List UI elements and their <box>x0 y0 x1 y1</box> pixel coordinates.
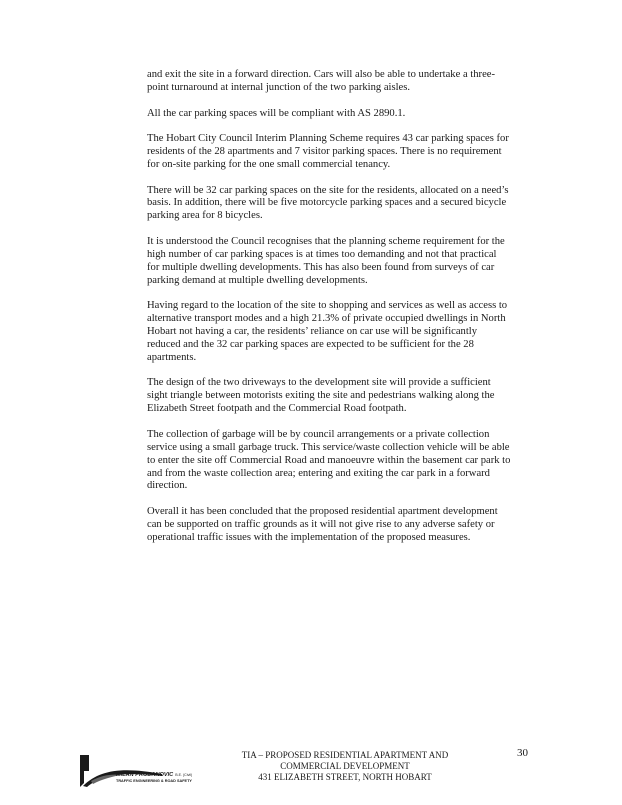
body-text <box>147 69 511 557</box>
paragraph-parking-provision: There will be 32 car parking spaces on the site for the residents, allocated on a need’s basis. In addition, there will be five motorcycle parking spaces and a secured bicycle parking area for 8 bicycles. <box>147 184 509 222</box>
footer-title-line1: TIA – PROPOSED RESIDENTIAL APARTMENT AND <box>241 750 449 760</box>
paragraph-council-recognition: It is understood the Council recognises that the planning scheme requirement for the high number of car parking spaces is at times too demanding and not that practical for multiple dwelling developments. This has also been found from surveys of car parking demand at multiple dwelling developments. <box>147 235 505 286</box>
paragraph-conclusion: Overall it has been concluded that the proposed residential apartment development can be supported on traffic grounds as it will not give rise to any adverse safety or operational traffic issues with the implementation of the proposed measures. <box>147 506 498 543</box>
footer-title <box>200 750 490 783</box>
paragraph-as2890-compliance: All the car parking spaces will be compliant with AS 2890.1. <box>147 107 406 119</box>
paragraph-planning-scheme-requirement: The Hobart City Council Interim Planning Scheme requires 43 car parking spaces for residents of the 28 apartments and 7 visitor parking spaces. There is no requirement for on-site parking for the one small commercial tenancy. <box>147 133 509 170</box>
paragraph-exit-direction: and exit the site in a forward direction. Cars will also be able to undertake a three-point turnaround at internal junction of the two parking aisles. <box>147 69 495 93</box>
paragraph-driveway-sight-lines: The design of the two driveways to the development site will provide a sufficient sight triangle between motorists exiting the site and pedestrians walking along the Elizabeth Street footpath and the Commercial Road footpath. <box>147 377 495 415</box>
page-number: 30 <box>517 747 528 759</box>
logo-tagline: TRAFFIC ENGINEERING & ROAD SAFETY <box>116 779 192 783</box>
paragraph-location-considerations: Having regard to the location of the site to shopping and services as well as access to alternative transport modes and a high 21.3% of private occupied dwellings in North Hobart not having a car, the residents’ reliance on car use will be significantly reduced and the 32 car parking spaces are expected to be sufficient for the 28 apartments. <box>147 300 508 363</box>
logo-qualifications: B.E. (Civil) <box>175 773 193 777</box>
paragraph-garbage-collection: The collection of garbage will be by council arrangements or a private collection service using a small garbage truck. This service/waste collection vehicle will be able to enter the site off Commercial Road and manoeuvre within the basement car park to and from the waste collection area; entering and exiting the car park in a forward direction. <box>147 428 511 492</box>
company-logo <box>78 753 198 789</box>
footer-title-line3: 431 ELIZABETH STREET, NORTH HOBART <box>258 772 432 782</box>
logo-name: MILAN PRODANOVIC B.E. (Civil) <box>116 772 193 778</box>
footer-title-line2: COMMERCIAL DEVELOPMENT <box>280 761 410 771</box>
